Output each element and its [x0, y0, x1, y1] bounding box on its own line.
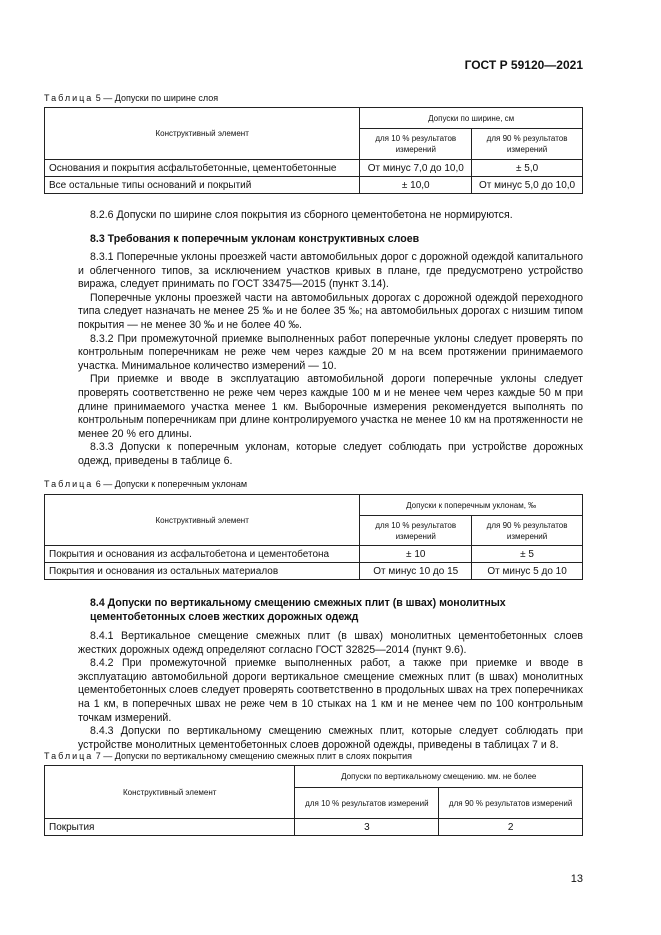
table7-row1-name: Покрытия	[45, 819, 295, 836]
para-8-3-2b: При приемке и вводе в эксплуатацию автомобильной дороги поперечные уклоны следует проверять соответственно не реже чем через каждые 100 м и не менее чем через каждые 50 м при длине принимаемого участка менее 1 км. Выборочные измерения рекомендуется выполнять по контрольным поперечникам при длине контролируемого участка не менее 10 км на протяженности не менее 20 % его длины.	[78, 373, 583, 440]
table-row	[45, 563, 583, 580]
heading-8-4-line2: цементобетонных слоев жестких дорожных одежд	[90, 610, 359, 623]
table6-row1-name: Покрытия и основания из асфальтобетона и цементобетона	[45, 546, 360, 563]
table7-header-10: для 10 % результатов измерений	[295, 788, 439, 819]
table7-header-element: Конструктивный элемент	[45, 766, 295, 819]
heading-8-3: 8.3 Требования к поперечным уклонам конструктивных слоев	[90, 233, 420, 245]
table6	[44, 494, 583, 580]
table6-row2-v90: От минус 5 до 10	[472, 563, 583, 580]
table7-header-group: Допуски по вертикальному смещению. мм. не более	[295, 766, 583, 788]
table6-row1-v90: ± 5	[472, 546, 583, 563]
table5-caption	[44, 93, 218, 103]
table5-row1-name: Основания и покрытия асфальтобетонные, цементобетонные	[45, 160, 360, 177]
page-number: 13	[570, 873, 583, 885]
para-8-4-3: 8.4.3 Допуски по вертикальному смещению смежных плит, которые следует соблюдать при устройстве монолитных цементобетонных слоев дорожной одежды, приведены в таблицах 7 и 8.	[78, 725, 583, 751]
table5-header-10: для 10 % результатов измерений	[360, 129, 472, 160]
table6-caption-rest: 6 — Допуски к поперечным уклонам	[93, 479, 248, 489]
table6-row2-v10: От минус 10 до 15	[360, 563, 472, 580]
table7-row1-v90: 2	[439, 819, 583, 836]
table6-header-90: для 90 % результатов измерений	[472, 516, 583, 546]
section-8-4-body	[78, 630, 583, 752]
table5-header-element: Конструктивный элемент	[45, 108, 360, 160]
para-8-2-6: 8.2.6 Допуски по ширине слоя покрытия из сборного цементобетона не нормируются.	[90, 209, 513, 221]
heading-8-4-line1: 8.4 Допуски по вертикальному смещению смежных плит (в швах) монолитных	[90, 597, 506, 609]
table6-caption-word: Таблица	[44, 479, 94, 489]
para-8-3-2: 8.3.2 При промежуточной приемке выполненных работ поперечные уклоны следует проверять по контрольным поперечникам не реже чем через каждые 20 м на всем протяжении принимаемого участка. Минимальное количество измерений — 10.	[78, 332, 583, 372]
para-8-3-3: 8.3.3 Допуски к поперечным уклонам, которые следует соблюдать при устройстве дорожных одежд, приведены в таблице 6.	[78, 441, 583, 467]
table7-row1-v10: 3	[295, 819, 439, 836]
table6-row2-name: Покрытия и основания из остальных материалов	[45, 563, 360, 580]
para-8-4-2: 8.4.2 При промежуточной приемке выполненных работ, а также при приемке и вводе в эксплуатацию автомобильной дороги вертикальное смещение смежных плит (в швах) монолитных цементобетонных слоев следует проверять соответственно в продольных швах на трех поперечниках на 1 км, в поперечных швах не реже чем в 10 стыках на 1 км и не менее чем по 100 контрольным точкам измерений.	[78, 657, 583, 724]
table7	[44, 765, 583, 836]
table5-caption-word: Таблица	[44, 93, 94, 103]
table-row	[45, 177, 583, 194]
para-8-3-1b: Поперечные уклоны проезжей части на автомобильных дорогах с дорожной одеждой переходного типа следует назначать не менее 25 ‰ и не более 35 ‰; на автомобильных дорогах с низшим типом покрытия — не менее 30 ‰ и не более 40 ‰.	[78, 291, 583, 331]
table-row	[45, 546, 583, 563]
table6-header-group: Допуски к поперечным уклонам, ‰	[360, 495, 583, 516]
table6-row1-v10: ± 10	[360, 546, 472, 563]
table5-row1-v90: ± 5,0	[472, 160, 583, 177]
table6-caption	[44, 479, 247, 489]
para-8-3-1: 8.3.1 Поперечные уклоны проезжей части автомобильных дорог с дорожной одеждой капитального и облегченного типов, за исключением участков кривых в плане, где предусмотрено устройство виража, следует принимать по ГОСТ 33475—2015 (пункт 3.14).	[78, 251, 583, 291]
section-8-3-body	[78, 251, 583, 469]
table7-header-90: для 90 % результатов измерений	[439, 788, 583, 819]
table6-header-element: Конструктивный элемент	[45, 495, 360, 546]
table5-header-group: Допуски по ширине, см	[360, 108, 583, 129]
heading-8-4	[90, 597, 506, 624]
table7-caption-word: Таблица	[44, 751, 94, 761]
table6-header-10: для 10 % результатов измерений	[360, 516, 472, 546]
table5-row2-v10: ± 10,0	[360, 177, 472, 194]
table5-header-90: для 90 % результатов измерений	[472, 129, 583, 160]
table7-caption-rest: 7 — Допуски по вертикальному смещению смежных плит в слоях покрытия	[93, 751, 413, 761]
table-row	[45, 819, 583, 836]
table5-row2-name: Все остальные типы оснований и покрытий	[45, 177, 360, 194]
table5-caption-rest: 5 — Допуски по ширине слоя	[93, 93, 219, 103]
table-row	[45, 160, 583, 177]
table5-row1-v10: От минус 7,0 до 10,0	[360, 160, 472, 177]
table5	[44, 107, 583, 194]
document-code: ГОСТ Р 59120—2021	[464, 58, 583, 72]
table7-caption	[44, 751, 412, 761]
table5-row2-v90: От минус 5,0 до 10,0	[472, 177, 583, 194]
para-8-4-1: 8.4.1 Вертикальное смещение смежных плит (в швах) монолитных цементобетонных слоев жестких дорожных одежд определяют согласно ГОСТ 32825—2014 (пункт 9.6).	[78, 630, 583, 656]
